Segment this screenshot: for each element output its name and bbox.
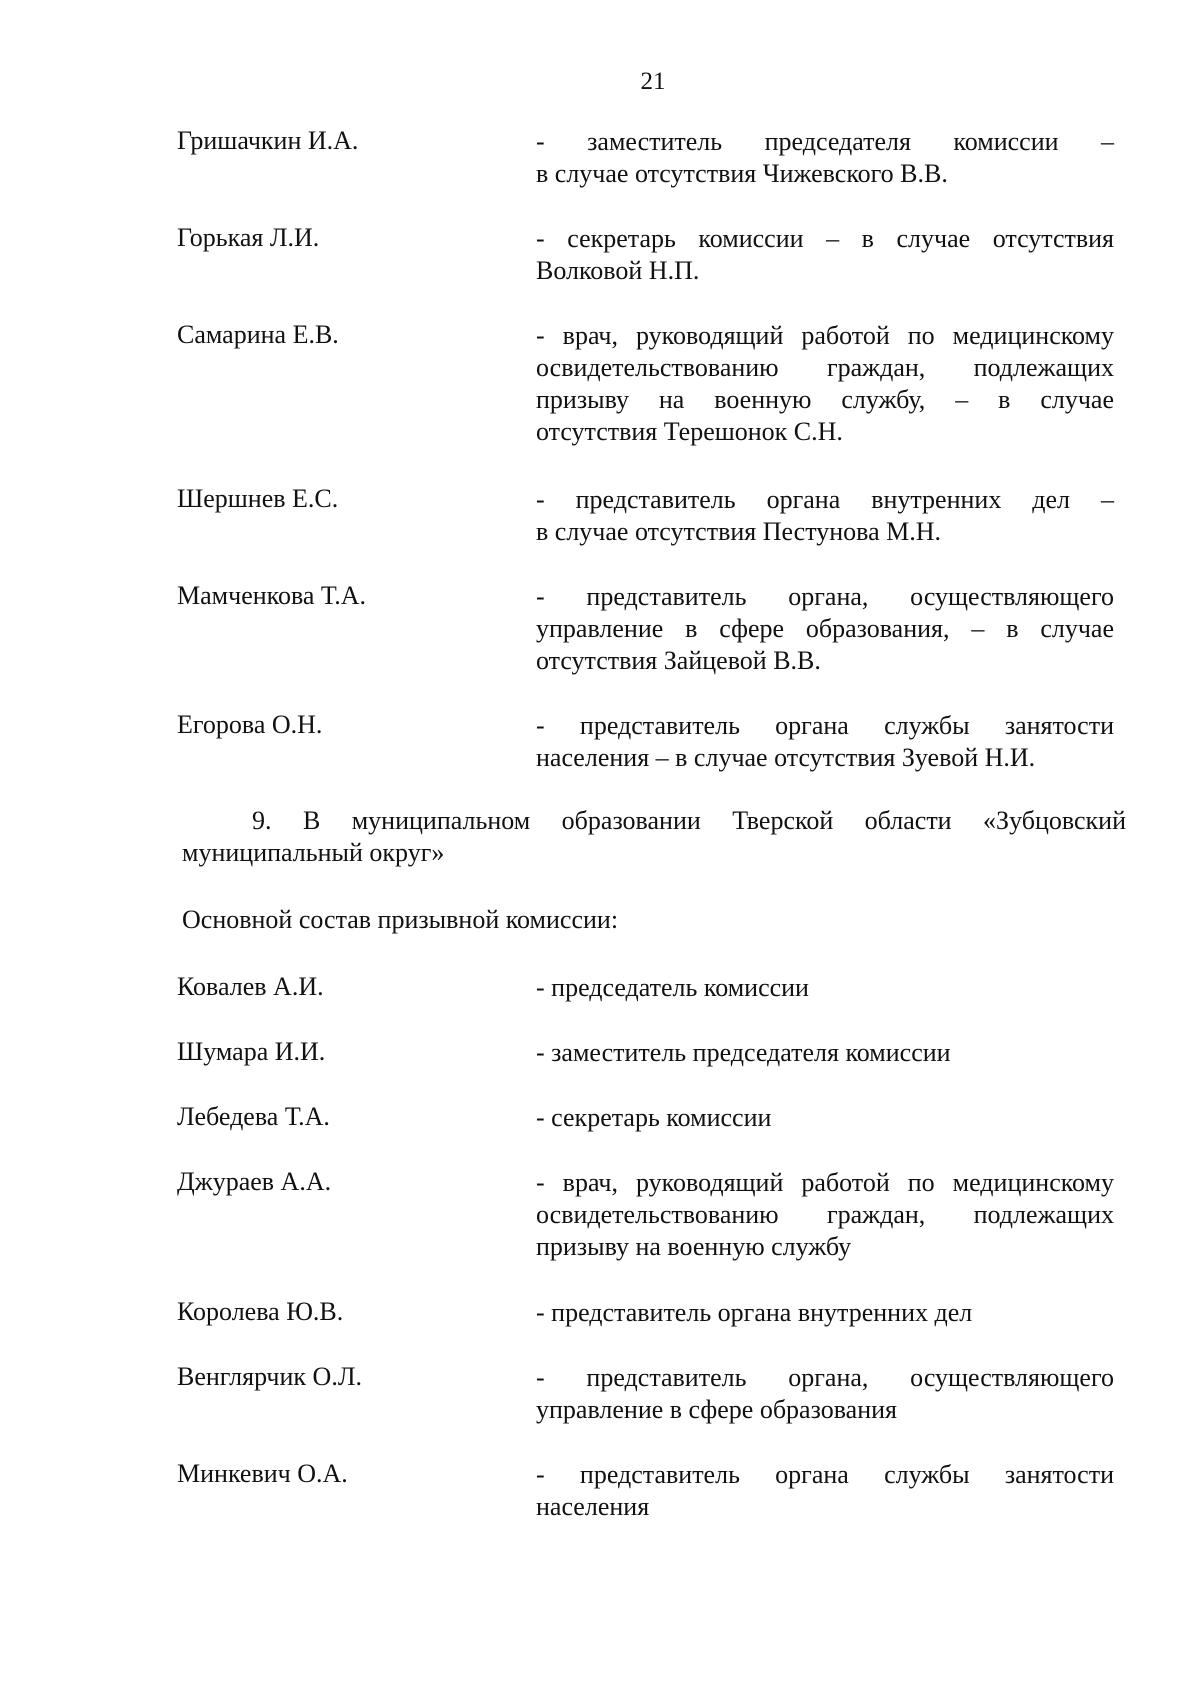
member-role-line: - представитель органа, осуществляющего [536, 582, 1114, 611]
member-name: Венглярчик О.Л. [177, 1362, 362, 1391]
page-number: 21 [640, 68, 666, 95]
member-name: Егорова О.Н. [177, 710, 323, 739]
member-role [536, 1102, 1114, 1134]
member-role-line: в случае отсутствия Чижевского В.В. [536, 159, 948, 188]
member-role-line: - представитель органа внутренних дел [536, 1298, 973, 1327]
member-role-line: населения [536, 1492, 650, 1521]
member-name: Королева Ю.В. [177, 1297, 344, 1326]
member-role-line: призыву на военную службу, – в случае [536, 385, 1114, 414]
member-role-line: - председатель комиссии [536, 973, 809, 1002]
member-role-line: - заместитель председателя комиссии – [536, 127, 1114, 156]
member-role [536, 710, 1114, 774]
member-name: Ковалев А.И. [177, 972, 324, 1001]
member-role-line: - представитель органа внутренних дел – [536, 485, 1114, 514]
member-name: Шершнев Е.С. [177, 484, 339, 513]
member-role [536, 126, 1114, 190]
member-role-line: управление в сфере образования [536, 1395, 897, 1424]
member-name: Минкевич О.А. [177, 1459, 348, 1488]
member-name: Лебедева Т.А. [177, 1102, 330, 1131]
member-role-line: - врач, руководящий работой по медицинскому [536, 1168, 1114, 1197]
member-role-line: управление в сфере образования, – в случае [536, 614, 1114, 643]
member-name: Мамченкова Т.А. [177, 581, 366, 610]
member-name: Горькая Л.И. [177, 223, 320, 252]
member-name: Самарина Е.В. [177, 320, 339, 349]
member-role [536, 1037, 1114, 1069]
member-role-line: отсутствия Терешонок С.Н. [536, 417, 843, 446]
member-role-line: - представитель органа службы занятости [536, 1460, 1114, 1489]
member-name: Гришачкин И.А. [177, 126, 359, 155]
main-composition-heading: Основной состав призывной комиссии: [182, 905, 619, 934]
member-role-line: - представитель органа службы занятости [536, 711, 1114, 740]
member-role-line: - представитель органа, осуществляющего [536, 1363, 1114, 1392]
member-role-line: - секретарь комиссии – в случае отсутствия [536, 224, 1114, 253]
member-role-line: освидетельствованию граждан, подлежащих [536, 353, 1114, 382]
member-role [536, 320, 1114, 448]
member-role [536, 1167, 1114, 1263]
member-role [536, 1362, 1114, 1426]
section-heading-line-1: 9. В муниципальном образовании Тверской области «Зубцовский [252, 806, 1126, 835]
member-role-line: - врач, руководящий работой по медицинскому [536, 321, 1114, 350]
member-name: Джураев А.А. [177, 1167, 332, 1196]
member-role [536, 581, 1114, 677]
member-name: Шумара И.И. [177, 1037, 326, 1066]
member-role [536, 223, 1114, 287]
member-role [536, 972, 1114, 1004]
member-role-line: отсутствия Зайцевой В.В. [536, 646, 821, 675]
member-role-line: освидетельствованию граждан, подлежащих [536, 1200, 1114, 1229]
member-role-line: Волковой Н.П. [536, 256, 700, 285]
member-role-line: населения – в случае отсутствия Зуевой Н.И. [536, 743, 1036, 772]
section-heading [182, 805, 1126, 869]
member-role [536, 1459, 1114, 1523]
member-role-line: призыву на военную службу [536, 1232, 852, 1261]
member-role [536, 1297, 1114, 1329]
section-heading-line-2: муниципальный округ» [182, 838, 445, 867]
member-role-line: в случае отсутствия Пестунова М.Н. [536, 517, 942, 546]
member-role-line: - заместитель председателя комиссии [536, 1038, 951, 1067]
member-role [536, 484, 1114, 548]
member-role-line: - секретарь комиссии [536, 1103, 772, 1132]
